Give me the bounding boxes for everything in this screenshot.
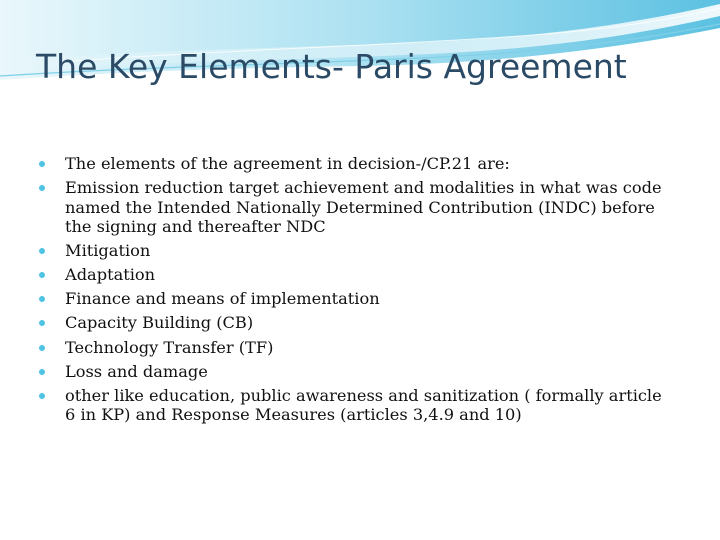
bullet-icon	[39, 296, 45, 302]
slide-title: The Key Elements- Paris Agreement	[36, 47, 627, 86]
list-item	[36, 265, 666, 285]
bullet-icon	[39, 185, 45, 191]
bullet-list	[36, 154, 666, 429]
bullet-icon	[39, 161, 45, 167]
list-item	[36, 338, 666, 358]
list-item	[36, 386, 666, 425]
bullet-text: Loss and damage	[65, 361, 208, 381]
bullet-icon	[39, 320, 45, 326]
bullet-icon	[39, 248, 45, 254]
bullet-text: other like education, public awareness and sanitization ( formally article 6 in KP) and Response Measures (articles 3,4.9 and 10)	[65, 385, 662, 425]
bullet-text: Adaptation	[65, 265, 156, 285]
list-item	[36, 241, 666, 261]
bullet-text: Mitigation	[65, 241, 151, 261]
list-item	[36, 362, 666, 382]
bullet-text: The elements of the agreement in decision-/CP.21 are:	[65, 154, 510, 173]
list-item	[36, 154, 666, 174]
list-item	[36, 289, 666, 309]
list-item	[36, 178, 666, 237]
bullet-text: Capacity Building (CB)	[65, 313, 254, 333]
bullet-icon	[39, 393, 45, 399]
bullet-text: Finance and means of implementation	[65, 289, 380, 309]
bullet-text: Emission reduction target achievement and modalities in what was code named the Intended Nationally Determined Contribution (INDC) before the signing and thereafter NDC	[65, 178, 662, 237]
bullet-icon	[39, 272, 45, 278]
bullet-icon	[39, 345, 45, 351]
bullet-text: Technology Transfer (TF)	[65, 337, 274, 357]
list-item	[36, 313, 666, 333]
bullet-icon	[39, 369, 45, 375]
